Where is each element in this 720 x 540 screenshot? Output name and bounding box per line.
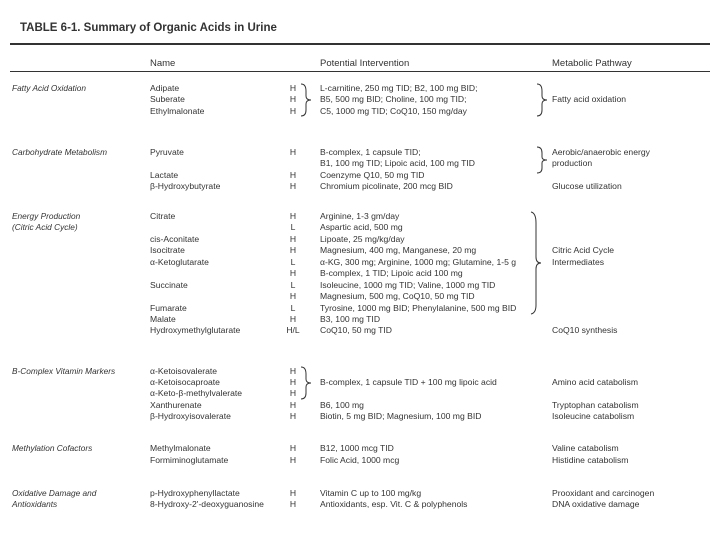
acid-name: Citrate [150,211,176,221]
category-label: Fatty Acid Oxidation [12,83,86,93]
level-indicator: H [289,400,297,410]
acid-name: Malate [150,314,176,324]
intervention-text: CoQ10, 50 mg TID [320,325,392,335]
intervention-text: L-carnitine, 250 mg TID; B2, 100 mg BID; [320,83,478,93]
acid-name: α-Keto-β-methylvalerate [150,388,243,398]
brace-icon [536,83,548,117]
intervention-text: α-KG, 300 mg; Arginine, 1000 mg; Glutamine, 1-5 g [320,257,517,267]
header-pathway: Metabolic Pathway [552,58,632,69]
level-indicator: L [290,280,296,290]
category-label: Carbohydrate Metabolism [12,147,107,157]
level-indicator: H [289,411,297,421]
pathway-text: Glucose utilization [552,181,622,191]
intervention-text: Lipoate, 25 mg/kg/day [320,234,405,244]
acid-name: Succinate [150,280,188,290]
pathway-text: Fatty acid oxidation [552,94,627,104]
level-indicator: H [289,366,297,376]
acid-name: β-Hydroxybutyrate [150,181,221,191]
category-label: Energy Production [12,211,81,221]
level-indicator: H [289,181,297,191]
intervention-text: Tyrosine, 1000 mg BID; Phenylalanine, 500 mg BID [320,303,517,313]
acid-name: α-Ketoisovalerate [150,366,218,376]
intervention-text: Vitamin C up to 100 mg/kg [320,488,422,498]
level-indicator: H [289,106,297,116]
header-name: Name [150,58,176,69]
acid-name: Methylmalonate [150,443,211,453]
intervention-text: B-complex, 1 capsule TID; [320,147,421,157]
brace-icon [530,211,542,315]
intervention-text: Biotin, 5 mg BID; Magnesium, 100 mg BID [320,411,482,421]
pathway-text: CoQ10 synthesis [552,325,618,335]
pathway-text: Histidine catabolism [552,455,629,465]
pathway-text: Valine catabolism [552,443,619,453]
acid-name: Pyruvate [150,147,184,157]
acid-name: Fumarate [150,303,187,313]
intervention-text: Arginine, 1-3 gm/day [320,211,400,221]
acid-name: Formiminoglutamate [150,455,229,465]
acid-name: Lactate [150,170,179,180]
level-indicator: H [289,455,297,465]
level-indicator: H [289,94,297,104]
intervention-text: Magnesium, 500 mg, CoQ10, 50 mg TID [320,291,475,301]
level-indicator: H [289,499,297,509]
level-indicator: H [289,170,297,180]
acid-name: Hydroxymethylglutarate [150,325,241,335]
pathway-text: Aerobic/anaerobic energy [552,147,650,157]
level-indicator: H [289,388,297,398]
brace-icon [300,366,312,400]
acid-name: Isocitrate [150,245,185,255]
top-rule [10,43,710,45]
header-intervention: Potential Intervention [320,58,410,69]
level-indicator: H [289,488,297,498]
intervention-text: Aspartic acid, 500 mg [320,222,403,232]
pathway-text: Isoleucine catabolism [552,411,635,421]
pathway-text: Tryptophan catabolism [552,400,639,410]
intervention-text: B-complex, 1 TID; Lipoic acid 100 mg [320,268,463,278]
intervention-text: B5, 500 mg BID; Choline, 100 mg TID; [320,94,467,104]
intervention-text: B6, 100 mg [320,400,364,410]
level-indicator: H [289,268,297,278]
category-label: (Citric Acid Cycle) [12,222,78,232]
level-indicator: H [289,211,297,221]
brace-icon [536,146,548,174]
intervention-text: Chromium picolinate, 200 mcg BID [320,181,453,191]
level-indicator: H/L [286,325,300,335]
level-indicator: H [289,377,297,387]
intervention-text: Magnesium, 400 mg, Manganese, 20 mg [320,245,477,255]
level-indicator: L [290,303,296,313]
acid-name: α-Ketoglutarate [150,257,209,267]
level-indicator: H [289,291,297,301]
category-label: Methylation Cofactors [12,443,93,453]
header-rule [10,71,710,72]
intervention-text: B12, 1000 mcg TID [320,443,394,453]
level-indicator: H [289,234,297,244]
acid-name: 8-Hydroxy-2'-deoxyguanosine [150,499,264,509]
level-indicator: H [289,147,297,157]
level-indicator: L [290,222,296,232]
acid-name: Xanthurenate [150,400,202,410]
pathway-text: production [552,158,593,168]
brace-icon [300,83,312,117]
acid-name: Adipate [150,83,180,93]
intervention-text: B3, 100 mg TID [320,314,381,324]
level-indicator: H [289,83,297,93]
intervention-text: Folic Acid, 1000 mcg [320,455,400,465]
intervention-text: Coenzyme Q10, 50 mg TID [320,170,425,180]
level-indicator: H [289,245,297,255]
pathway-text: Intermediates [552,257,605,267]
level-indicator: L [290,257,296,267]
acid-name: p-Hydroxyphenyllactate [150,488,240,498]
level-indicator: H [289,443,297,453]
pathway-text: DNA oxidative damage [552,499,640,509]
intervention-text: B-complex, 1 capsule TID + 100 mg lipoic acid [320,377,497,387]
table-title: TABLE 6-1. Summary of Organic Acids in Urine [20,22,277,34]
pathway-text: Citric Acid Cycle [552,245,615,255]
intervention-text: B1, 100 mg TID; Lipoic acid, 100 mg TID [320,158,475,168]
acid-name: Suberate [150,94,185,104]
acid-name: Ethylmalonate [150,106,205,116]
intervention-text: C5, 1000 mg TID; CoQ10, 150 mg/day [320,106,467,116]
intervention-text: Isoleucine, 1000 mg TID; Valine, 1000 mg TID [320,280,496,290]
category-label: Oxidative Damage and [12,488,97,498]
category-label: Antioxidants [12,499,58,509]
acid-name: β-Hydroxyisovalerate [150,411,231,421]
intervention-text: Antioxidants, esp. Vit. C & polyphenols [320,499,468,509]
pathway-text: Prooxidant and carcinogen [552,488,655,498]
pathway-text: Amino acid catabolism [552,377,638,387]
level-indicator: H [289,314,297,324]
acid-name: α-Ketoisocaproate [150,377,220,387]
category-label: B-Complex Vitamin Markers [12,366,116,376]
acid-name: cis-Aconitate [150,234,200,244]
